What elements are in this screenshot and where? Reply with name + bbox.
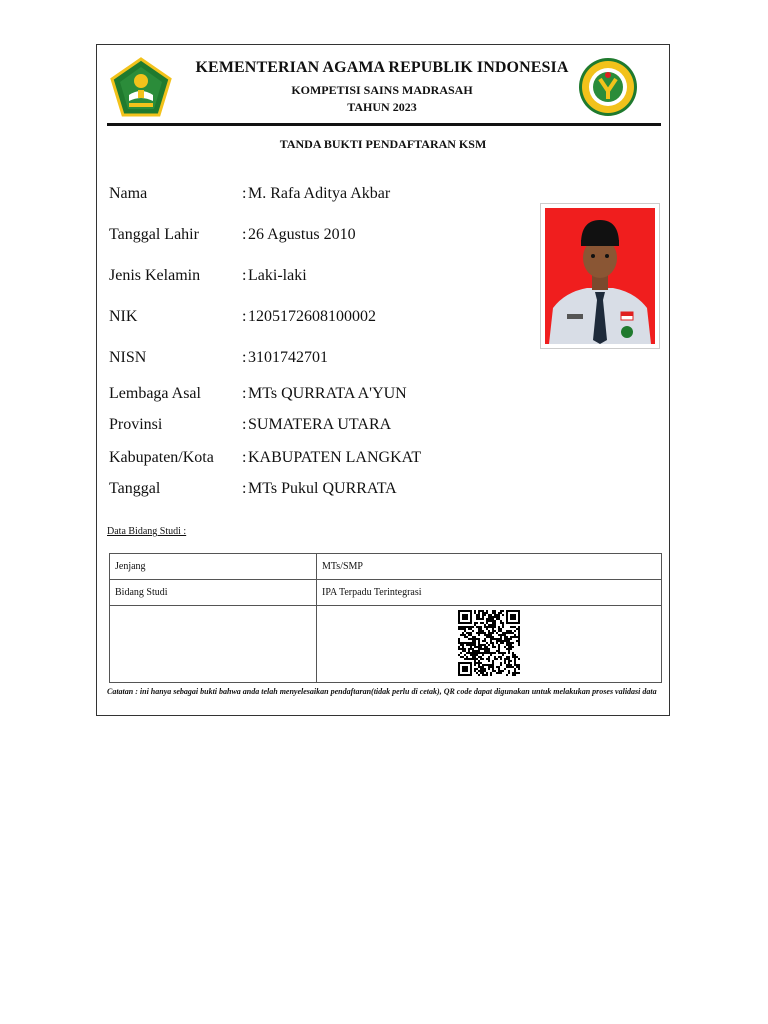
document-title: TANDA BUKTI PENDAFTARAN KSM bbox=[279, 137, 487, 151]
field-provinsi bbox=[109, 415, 391, 435]
header-divider bbox=[107, 123, 661, 126]
field-label: NISN bbox=[109, 349, 147, 366]
field-label: Nama bbox=[109, 185, 148, 202]
field-value: 3101742701 bbox=[248, 349, 328, 366]
competition-year: TAHUN 2023 bbox=[347, 100, 417, 114]
field-colon: : bbox=[242, 385, 247, 402]
field-colon: : bbox=[242, 267, 247, 284]
field-value: Laki-laki bbox=[248, 267, 307, 284]
table-cell-value: MTs/SMP bbox=[317, 554, 662, 580]
field-value: SUMATERA UTARA bbox=[248, 416, 392, 433]
field-value: M. Rafa Aditya Akbar bbox=[248, 185, 391, 202]
table-cell-label: Jenjang bbox=[110, 554, 317, 580]
table-cell-empty bbox=[110, 606, 317, 683]
footnote: Catatan : ini hanya sebagai bukti bahwa anda telah menyelesaikan pendaftaran(tidak perlu di cetak), QR code dapat digunakan untuk melakukan proses validasi data bbox=[107, 687, 657, 696]
field-label: Lembaga Asal bbox=[109, 385, 201, 402]
student-portrait-image bbox=[545, 208, 655, 344]
study-table bbox=[109, 553, 662, 683]
qr-code-icon bbox=[458, 610, 520, 676]
qr-cell bbox=[317, 606, 662, 683]
student-photo bbox=[540, 203, 660, 349]
field-colon: : bbox=[242, 185, 247, 202]
table-cell-label: Bidang Studi bbox=[110, 580, 317, 606]
field-value: 26 Agustus 2010 bbox=[248, 226, 356, 243]
field-colon: : bbox=[242, 480, 247, 497]
field-tanggal-lahir bbox=[109, 225, 356, 245]
field-colon: : bbox=[242, 416, 247, 433]
kemenag-logo-icon bbox=[109, 57, 173, 119]
field-label: Tanggal Lahir bbox=[109, 226, 199, 243]
field-value: KABUPATEN LANGKAT bbox=[248, 449, 422, 466]
ksm-logo-icon bbox=[578, 57, 638, 117]
table-row bbox=[110, 606, 662, 683]
field-tanggal bbox=[109, 479, 397, 499]
field-colon: : bbox=[242, 349, 247, 366]
field-lembaga-asal bbox=[109, 384, 407, 404]
table-row bbox=[110, 580, 662, 606]
ministry-title: KEMENTERIAN AGAMA REPUBLIK INDONESIA bbox=[195, 59, 569, 76]
field-kabupaten-kota bbox=[109, 448, 421, 468]
table-cell-value: IPA Terpadu Terintegrasi bbox=[317, 580, 662, 606]
field-colon: : bbox=[242, 226, 247, 243]
field-value: MTs QURRATA A'YUN bbox=[248, 385, 407, 402]
field-label: Provinsi bbox=[109, 416, 163, 433]
field-label: NIK bbox=[109, 308, 138, 325]
field-value: MTs Pukul QURRATA bbox=[248, 480, 397, 497]
field-nama bbox=[109, 184, 390, 204]
field-colon: : bbox=[242, 449, 247, 466]
registration-card bbox=[96, 44, 670, 716]
field-label: Tanggal bbox=[109, 480, 161, 497]
field-nik bbox=[109, 307, 376, 327]
field-label: Jenis Kelamin bbox=[109, 267, 201, 284]
competition-subtitle: KOMPETISI SAINS MADRASAH bbox=[291, 83, 473, 97]
field-value: 1205172608100002 bbox=[248, 308, 376, 325]
table-row bbox=[110, 554, 662, 580]
field-jenis-kelamin bbox=[109, 266, 307, 286]
field-colon: : bbox=[242, 308, 247, 325]
field-nisn bbox=[109, 348, 328, 368]
study-section-label: Data Bidang Studi : bbox=[107, 526, 187, 537]
field-label: Kabupaten/Kota bbox=[109, 449, 214, 466]
